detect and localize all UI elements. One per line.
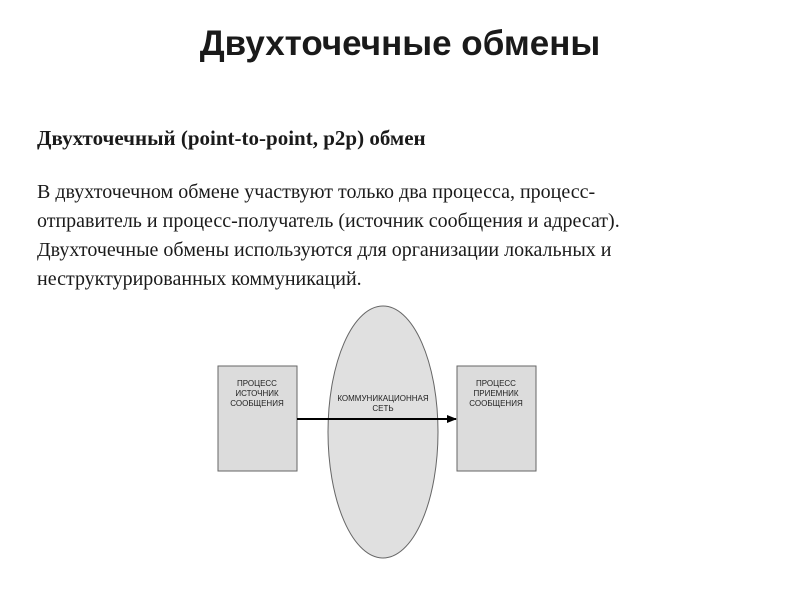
receiver-label-line: ПРИЕМНИК: [473, 389, 519, 398]
communication-network-ellipse: [328, 306, 438, 558]
network-label-line: СЕТЬ: [372, 404, 394, 413]
receiver-label-line: СООБЩЕНИЯ: [469, 399, 523, 408]
paragraph-line: отправитель и процесс-получатель (источник сообщения и адресат).: [37, 210, 620, 232]
slide-title: Двухточечные обмены: [199, 24, 601, 63]
section-subtitle: Двухточечный (point-to-point, p2p) обмен: [37, 126, 426, 150]
paragraph-line: В двухточечном обмене участвуют только два процесса, процесс-: [37, 181, 596, 203]
paragraph-line: Двухточечные обмены используются для организации локальных и: [37, 239, 612, 261]
source-label-line: ПРОЦЕСС: [237, 379, 277, 388]
network-label-line: КОММУНИКАЦИОННАЯ: [337, 394, 429, 403]
paragraph-line: неструктурированных коммуникаций.: [37, 268, 362, 290]
source-label-line: ИСТОЧНИК: [235, 389, 279, 398]
receiver-label-line: ПРОЦЕСС: [476, 379, 516, 388]
source-label-line: СООБЩЕНИЯ: [230, 399, 284, 408]
